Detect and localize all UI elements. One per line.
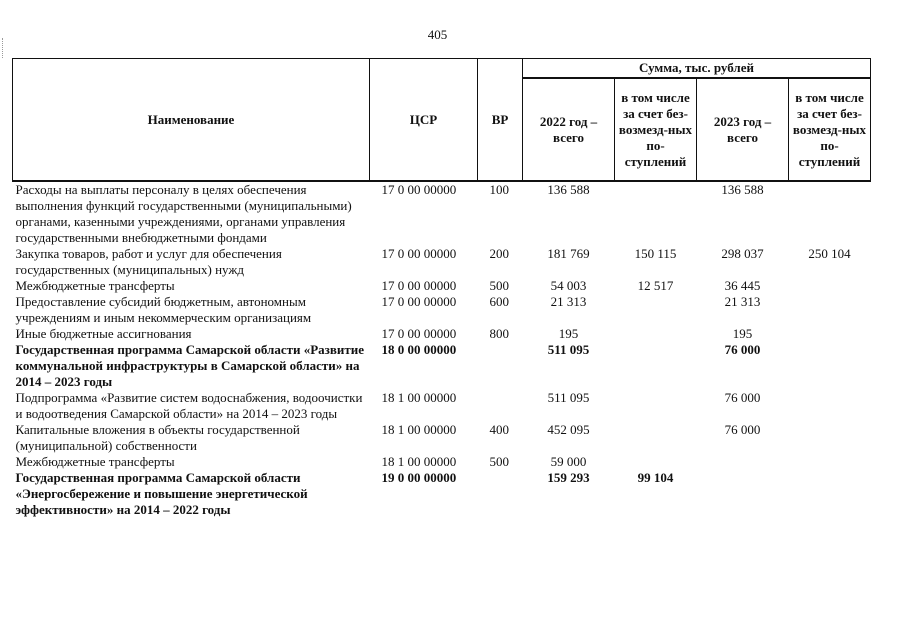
budget-table bbox=[12, 58, 871, 518]
cell-2022-incl bbox=[615, 342, 697, 390]
cell-vr bbox=[478, 390, 523, 422]
cell-vr: 500 bbox=[489, 454, 509, 469]
cell-2023-incl bbox=[789, 326, 871, 342]
cell-2023-incl bbox=[789, 422, 871, 454]
cell-2023-total bbox=[697, 454, 789, 470]
table-row bbox=[13, 470, 871, 518]
cell-2023-incl bbox=[789, 181, 871, 246]
cell-csr: 17 0 00 00000 bbox=[381, 294, 457, 309]
header-2023-incl: в том числе за счет без-возмезд-ных по-ступлений bbox=[789, 78, 871, 181]
table-row bbox=[13, 454, 871, 470]
cell-2022-incl bbox=[615, 422, 697, 454]
table-row bbox=[13, 294, 871, 326]
cell-vr: 600 bbox=[489, 294, 509, 309]
cell-2022-total: 511 095 bbox=[547, 390, 590, 405]
cell-vr: 400 bbox=[489, 422, 509, 437]
header-vr: ВР bbox=[478, 59, 523, 182]
cell-2022-total: 136 588 bbox=[547, 182, 590, 197]
cell-2022-total: 21 313 bbox=[550, 294, 587, 309]
cell-2023-total: 76 000 bbox=[724, 342, 761, 357]
page-number: 405 bbox=[427, 27, 448, 42]
cell-2022-incl bbox=[615, 326, 697, 342]
table-row bbox=[13, 326, 871, 342]
cell-vr bbox=[478, 470, 523, 518]
header-2022-incl: в том числе за счет без-возмезд-ных по-ступлений bbox=[615, 78, 697, 181]
cell-name: Межбюджетные трансферты bbox=[15, 278, 175, 293]
header-2022-total: 2022 год – всего bbox=[523, 78, 615, 181]
cell-name: Предоставление субсидий бюджетным, автономным учреждениям и иным некоммерческим организациям bbox=[15, 294, 312, 325]
table-row bbox=[13, 181, 871, 246]
cell-vr: 100 bbox=[489, 182, 509, 197]
cell-csr: 18 1 00 00000 bbox=[381, 390, 457, 405]
cell-vr: 500 bbox=[489, 278, 509, 293]
cell-name: Иные бюджетные ассигнования bbox=[15, 326, 192, 341]
cell-2023-total: 298 037 bbox=[721, 246, 764, 261]
cell-name: Капитальные вложения в объекты государственной (муниципальной) собственности bbox=[15, 422, 300, 453]
cell-csr: 18 0 00 00000 bbox=[381, 342, 457, 357]
cell-2022-total: 159 293 bbox=[547, 470, 590, 485]
cell-2022-incl: 12 517 bbox=[637, 278, 674, 293]
header-2023-total: 2023 год – всего bbox=[697, 78, 789, 181]
cell-2022-incl bbox=[615, 390, 697, 422]
cell-2023-total: 76 000 bbox=[724, 422, 761, 437]
cell-2022-incl bbox=[615, 454, 697, 470]
table-body bbox=[13, 181, 871, 518]
table-row bbox=[13, 246, 871, 278]
cell-csr: 18 1 00 00000 bbox=[381, 422, 457, 437]
cell-2022-total: 59 000 bbox=[550, 454, 587, 469]
cell-2022-total: 452 095 bbox=[547, 422, 590, 437]
cell-2023-total: 195 bbox=[732, 326, 753, 341]
cell-vr: 200 bbox=[489, 246, 509, 261]
cell-name: Межбюджетные трансферты bbox=[15, 454, 175, 469]
cell-csr: 17 0 00 00000 bbox=[381, 182, 457, 197]
margin-marks bbox=[2, 38, 5, 58]
cell-csr: 19 0 00 00000 bbox=[381, 470, 457, 485]
header-csr: ЦСР bbox=[370, 59, 478, 182]
cell-2023-total bbox=[697, 470, 789, 518]
cell-2022-incl bbox=[615, 181, 697, 246]
cell-2023-incl: 250 104 bbox=[808, 246, 851, 261]
cell-csr: 17 0 00 00000 bbox=[381, 326, 457, 341]
cell-2022-total: 54 003 bbox=[550, 278, 587, 293]
table-row bbox=[13, 422, 871, 454]
cell-2023-incl bbox=[789, 470, 871, 518]
cell-2023-incl bbox=[789, 294, 871, 326]
cell-2022-total: 511 095 bbox=[547, 342, 590, 357]
cell-2023-total: 21 313 bbox=[724, 294, 761, 309]
cell-vr bbox=[478, 342, 523, 390]
header-name: Наименование bbox=[13, 59, 370, 182]
cell-name: Закупка товаров, работ и услуг для обеспечения государственных (муниципальных) нужд bbox=[15, 246, 282, 277]
table-row bbox=[13, 390, 871, 422]
cell-2023-total: 136 588 bbox=[721, 182, 764, 197]
table-row bbox=[13, 278, 871, 294]
cell-2023-incl bbox=[789, 278, 871, 294]
header-sum-group: Сумма, тыс. рублей bbox=[523, 59, 871, 79]
cell-name: Подпрограмма «Развитие систем водоснабжения, водоочистки и водоотведения Самарской области» на 2014 – 2023 годы bbox=[15, 390, 363, 421]
cell-name: Государственная программа Самарской области «Энергосбережение и повышение энергетической эффективности» на 2014 – 2022 годы bbox=[15, 470, 308, 517]
cell-2023-incl bbox=[789, 342, 871, 390]
cell-vr: 800 bbox=[489, 326, 509, 341]
table-row bbox=[13, 342, 871, 390]
cell-2023-total: 36 445 bbox=[724, 278, 761, 293]
cell-csr: 17 0 00 00000 bbox=[381, 278, 457, 293]
cell-csr: 17 0 00 00000 bbox=[381, 246, 457, 261]
cell-2022-total: 181 769 bbox=[547, 246, 590, 261]
cell-2023-total: 76 000 bbox=[724, 390, 761, 405]
cell-2022-incl bbox=[615, 294, 697, 326]
cell-csr: 18 1 00 00000 bbox=[381, 454, 457, 469]
cell-name: Государственная программа Самарской области «Развитие коммунальной инфраструктуры в Самарской области» на 2014 – 2023 годы bbox=[15, 342, 365, 389]
cell-2023-incl bbox=[789, 390, 871, 422]
cell-2022-total: 195 bbox=[558, 326, 579, 341]
cell-2022-incl: 99 104 bbox=[637, 470, 674, 485]
cell-2023-incl bbox=[789, 454, 871, 470]
cell-2022-incl: 150 115 bbox=[634, 246, 677, 261]
cell-name: Расходы на выплаты персоналу в целях обеспечения выполнения функций государственными (муниципальными) органами, казенными учреждениями, органами управления государственными внебюджетными фондами bbox=[15, 182, 352, 245]
